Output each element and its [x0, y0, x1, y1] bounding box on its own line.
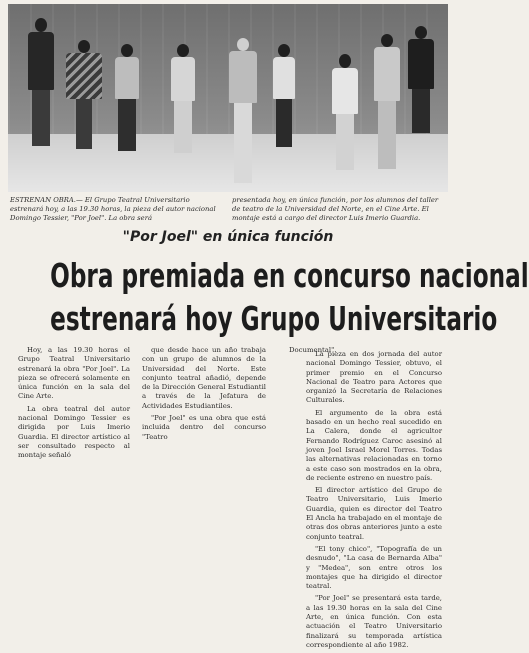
headline-line-2: estrenará hoy Grupo Universitario — [50, 299, 498, 338]
paragraph: La obra teatral del autor nacional Domingo Tessier es dirigida por Luis Imerio Guardia. El director artístico al ser consultado respecto al montaje señaló — [18, 404, 130, 460]
paragraph: El director artístico del Grupo de Teatro Universitario, Luis Imerio Guardia, quien es director del Teatro El Ancla ha trabajado en el montaje de otras dos obras anteriores junto a este conjunto teatral. — [306, 486, 442, 541]
caption-column-right: presentada hoy, en única función, por los alumnos del taller de teatro de la Universidad del Norte, en el Cine Arte. El montaje está a cargo del director Luis Imerio Guardia. — [232, 196, 439, 222]
photo-person — [168, 44, 198, 154]
group-photo — [8, 4, 448, 192]
kicker-headline: "Por Joel" en única función — [122, 229, 334, 245]
paragraph: La pieza en dos jornada del autor nacional Domingo Tessier, obtuvo, el primer premio en el Concurso Nacional de Teatro para Actores que organizó la Secretaría de Relaciones Culturales. — [306, 350, 442, 405]
photo-person — [372, 34, 402, 170]
paragraph: "El tony chico", "Topografía de un desnudo", "La casa de Bernarda Alba" y "Medea", son entre otros los montajes que ha dirigido el director teatral. — [306, 544, 442, 591]
photo-person — [270, 44, 298, 148]
paragraph: que desde hace un año trabaja con un grupo de alumnos de la Universidad del Norte. Este conjunto teatral añadió, depende de la Dirección General Estudiantil a través de la Jefatura de Actividades Estudiantiles. — [142, 346, 266, 410]
headline-line-1: Obra premiada en concurso nacional — [50, 256, 529, 295]
caption-column-left: ESTRENAN OBRA.— El Grupo Teatral Universitario estrenará hoy, a las 19.30 horas, la pieza del autor nacional Domingo Tessier, "Por Joel". La obra será — [10, 196, 216, 222]
paragraph: Hoy, a las 19.30 horas el Grupo Teatral Universitario estrenará la obra "Por Joel". La pieza se ofrecerá solamente en única función en la sala del Cine Arte. — [18, 346, 130, 401]
paragraph: "Por Joel" se presentará esta tarde, a las 19.30 horas en la sala del Cine Arte, en única función. Con esta actuación el Teatro Universitario finalizará su temporada artística correspondiente al año 1982. — [306, 594, 442, 649]
photo-person — [330, 54, 360, 172]
paragraph: "Por Joel" es una obra que está incluida dentro del concurso "Teatro — [142, 414, 266, 441]
photo-person — [406, 26, 436, 134]
photo-person — [66, 40, 102, 150]
paragraph: Documental". — [289, 346, 337, 354]
photo-person — [226, 38, 260, 184]
paragraph: El argumento de la obra está basado en un hecho real sucedido en La Calera, donde el agricultor Fernando Rodríguez Caroc asesinó al joven Joel Israel Morel Torres. Todas las alternativas relacionadas en torno a este caso son mostrados en la obra, de reciente estreno en nuestro país. — [306, 408, 442, 482]
article-column-1 — [18, 346, 130, 464]
article-column-2 — [142, 346, 266, 445]
photo-person — [26, 18, 56, 148]
article-column-4 — [306, 350, 442, 653]
photo-person — [112, 44, 142, 152]
